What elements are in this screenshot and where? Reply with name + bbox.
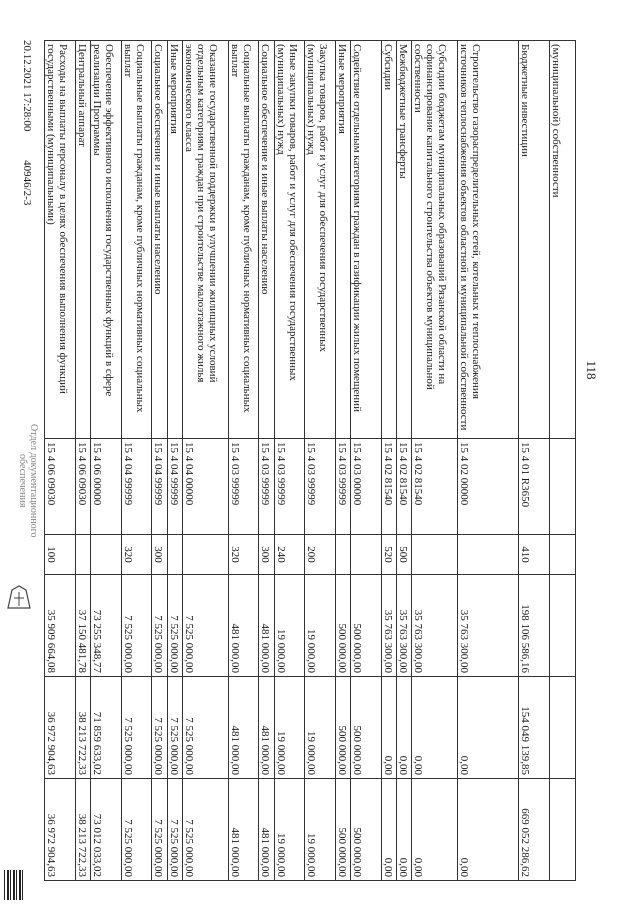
row-amount-2024: 36 972 904,63 <box>45 779 76 881</box>
row-amount-2023: 7 525 000,00 <box>182 677 228 779</box>
table-row <box>381 41 396 881</box>
table-row <box>121 41 152 881</box>
row-vr: 300 <box>259 535 274 575</box>
row-amount-2023: 154 049 139,85 <box>519 677 550 779</box>
row-name: Иные мероприятия <box>335 41 350 439</box>
row-amount-2023: 0,00 <box>381 677 396 779</box>
row-amount-2024: 19 000,00 <box>274 779 305 881</box>
row-name: Содействие отдельным категориям граждан в газификации жилых помещений <box>351 41 382 439</box>
table-row <box>167 41 182 881</box>
row-amount-2022: 481 000,00 <box>259 575 274 677</box>
row-vr: 300 <box>152 535 167 575</box>
row-amount-2022: 7 525 000,00 <box>152 575 167 677</box>
row-vr <box>458 535 519 575</box>
row-amount-2022: 35 763 300,00 <box>396 575 411 677</box>
row-name: Иные мероприятия <box>167 41 182 439</box>
row-amount-2023: 71 859 633,02 <box>91 677 122 779</box>
row-vr: 320 <box>121 535 152 575</box>
row-amount-2022: 7 525 000,00 <box>182 575 228 677</box>
table-row <box>305 41 336 881</box>
table-row <box>519 41 550 881</box>
row-csr: 15 4 03 99999 <box>274 439 305 535</box>
row-vr <box>335 535 350 575</box>
row-name: Обеспечение эффективного исполнения государственных функций в сфере реализации Программы <box>91 41 122 439</box>
row-name: Расходы на выплаты персоналу в целях обеспечения выполнения функций государственными (муниципальными) <box>45 41 76 439</box>
row-csr: 15 4 04 00000 <box>182 439 228 535</box>
row-amount-2024: 38 213 722,33 <box>75 779 90 881</box>
row-csr: 15 4 06 09030 <box>45 439 76 535</box>
row-vr <box>167 535 182 575</box>
row-csr: 15 4 03 99999 <box>305 439 336 535</box>
row-csr: 15 4 04 99999 <box>121 439 152 535</box>
row-csr: 15 4 03 00000 <box>351 439 382 535</box>
row-amount-2023: 19 000,00 <box>305 677 336 779</box>
row-csr: 15 4 02 81540 <box>412 439 458 535</box>
row-amount-2024: 7 525 000,00 <box>167 779 182 881</box>
row-amount-2024: 500 000,00 <box>335 779 350 881</box>
table-row <box>412 41 458 881</box>
row-amount-2022: 198 106 586,16 <box>519 575 550 677</box>
row-csr: 15 4 02 00000 <box>458 439 519 535</box>
row-csr: 15 4 04 99999 <box>152 439 167 535</box>
row-amount-2022: 500 000,00 <box>351 575 382 677</box>
table-row <box>75 41 90 881</box>
row-csr: 15 4 03 99999 <box>335 439 350 535</box>
row-name: Социальные выплаты гражданам, кроме публичных нормативных социальных выплат <box>228 41 259 439</box>
footer-dept-line2: обеспечения <box>17 454 28 508</box>
table-row <box>259 41 274 881</box>
row-amount-2022: 35 909 664,08 <box>45 575 76 677</box>
row-csr: 15 4 03 99999 <box>259 439 274 535</box>
row-csr: 15 4 03 99999 <box>228 439 259 535</box>
page-number: 118 <box>584 360 599 380</box>
row-amount-2023: 500 000,00 <box>351 677 382 779</box>
row-amount-2022: 35 763 300,00 <box>381 575 396 677</box>
row-amount-2022: 35 763 300,00 <box>458 575 519 677</box>
table-row <box>351 41 382 881</box>
row-name: Закупка товаров, работ и услуг для обеспечения государственных (муниципальных) нужд <box>305 41 336 439</box>
table-row <box>228 41 259 881</box>
footer-dept-line1: Отдел документационного <box>28 424 39 538</box>
row-vr: 520 <box>381 535 396 575</box>
row-amount-2023: 36 972 904,63 <box>45 677 76 779</box>
row-name: Субсидии <box>381 41 396 439</box>
row-amount-2023: 481 000,00 <box>259 677 274 779</box>
row-vr <box>351 535 382 575</box>
row-amount-2023: 38 213 722,33 <box>75 677 90 779</box>
row-amount-2024: 73 012 033,02 <box>91 779 122 881</box>
table-row <box>45 41 76 881</box>
row-amount-2024: 481 000,00 <box>228 779 259 881</box>
row-amount-2023: 7 525 000,00 <box>152 677 167 779</box>
table-row <box>182 41 228 881</box>
row-amount-2024: 481 000,00 <box>259 779 274 881</box>
row-csr: 15 4 06 09030 <box>75 439 90 535</box>
row-amount-2022: 7 525 000,00 <box>167 575 182 677</box>
barcode-mark <box>4 870 24 900</box>
row-amount-2023: 19 000,00 <box>274 677 305 779</box>
row-name: Социальные выплаты гражданам, кроме публичных нормативных социальных выплат <box>121 41 152 439</box>
row-amount-2022: 500 000,00 <box>335 575 350 677</box>
row-vr: 320 <box>228 535 259 575</box>
row-name: Иные закупки товаров, работ и услуг для обеспечения государственных (муниципальных) нужд <box>274 41 305 439</box>
budget-table-body <box>45 41 576 881</box>
table-row <box>274 41 305 881</box>
row-vr: 100 <box>45 535 76 575</box>
row-amount-2022: 481 000,00 <box>228 575 259 677</box>
row-name: Субсидии бюджетам муниципальных образований Рязанской области на софинансирование капитального строительства объектов муниципальной собственности <box>412 41 458 439</box>
row-name: Бюджетные инвестиции <box>519 41 550 439</box>
row-csr: 15 4 01 R3650 <box>519 439 550 535</box>
row-amount-2023 <box>549 677 575 779</box>
table-row <box>458 41 519 881</box>
row-amount-2024: 0,00 <box>412 779 458 881</box>
row-amount-2022: 73 255 348,77 <box>91 575 122 677</box>
row-vr <box>549 535 575 575</box>
row-name: Социальное обеспечение и иные выплаты населению <box>259 41 274 439</box>
row-vr: 200 <box>305 535 336 575</box>
row-amount-2024: 7 525 000,00 <box>182 779 228 881</box>
row-amount-2023: 7 525 000,00 <box>167 677 182 779</box>
row-amount-2024: 7 525 000,00 <box>152 779 167 881</box>
row-amount-2024: 0,00 <box>458 779 519 881</box>
footer-department <box>17 424 39 537</box>
row-amount-2023: 500 000,00 <box>335 677 350 779</box>
row-amount-2022: 35 763 300,00 <box>412 575 458 677</box>
row-vr <box>75 535 90 575</box>
row-amount-2024: 669 052 286,62 <box>519 779 550 881</box>
row-name: Социальное обеспечение и иные выплаты населению <box>152 41 167 439</box>
row-vr <box>91 535 122 575</box>
row-amount-2024: 19 000,00 <box>305 779 336 881</box>
budget-table <box>44 40 576 881</box>
row-name: Строительство газораспределительных сетей, котельных и теплоснабжения источников теплоснабжения объектов областной и муниципальной собственности <box>458 41 519 439</box>
footer-stamp <box>21 40 33 231</box>
table-row <box>396 41 411 881</box>
row-amount-2023: 0,00 <box>396 677 411 779</box>
row-amount-2022: 19 000,00 <box>305 575 336 677</box>
row-amount-2023: 481 000,00 <box>228 677 259 779</box>
row-name: Оказание государственной поддержки в улучшении жилищных условий отдельным категориям граждан при строительстве малоэтажного жилья экономического класса <box>182 41 228 439</box>
footer-doc-number: 40946/2-3 <box>21 160 33 206</box>
row-csr: 15 4 02 81540 <box>396 439 411 535</box>
row-vr <box>182 535 228 575</box>
row-vr: 240 <box>274 535 305 575</box>
row-name: Центральный аппарат <box>75 41 90 439</box>
row-vr: 500 <box>396 535 411 575</box>
row-name: Межбюджетные трансферты <box>396 41 411 439</box>
row-amount-2024: 7 525 000,00 <box>121 779 152 881</box>
row-amount-2024: 0,00 <box>396 779 411 881</box>
row-csr <box>549 439 575 535</box>
row-amount-2024: 500 000,00 <box>351 779 382 881</box>
table-row <box>91 41 122 881</box>
coat-of-arms-icon <box>4 584 34 610</box>
row-vr: 410 <box>519 535 550 575</box>
row-amount-2023: 0,00 <box>458 677 519 779</box>
row-csr: 15 4 04 99999 <box>167 439 182 535</box>
row-amount-2022: 19 000,00 <box>274 575 305 677</box>
row-amount-2022: 37 150 481,78 <box>75 575 90 677</box>
table-row <box>549 41 575 881</box>
row-amount-2023: 0,00 <box>412 677 458 779</box>
row-amount-2023: 7 525 000,00 <box>121 677 152 779</box>
row-name: (муниципальной) собственности <box>549 41 575 439</box>
row-amount-2024 <box>549 779 575 881</box>
row-csr: 15 4 06 00000 <box>91 439 122 535</box>
row-amount-2022: 7 525 000,00 <box>121 575 152 677</box>
row-csr: 15 4 02 81540 <box>381 439 396 535</box>
table-row <box>335 41 350 881</box>
row-amount-2022 <box>549 575 575 677</box>
table-row <box>152 41 167 881</box>
row-amount-2024: 0,00 <box>381 779 396 881</box>
row-vr <box>412 535 458 575</box>
footer-datetime: 20.12.2021 17:28:00 <box>21 40 33 132</box>
